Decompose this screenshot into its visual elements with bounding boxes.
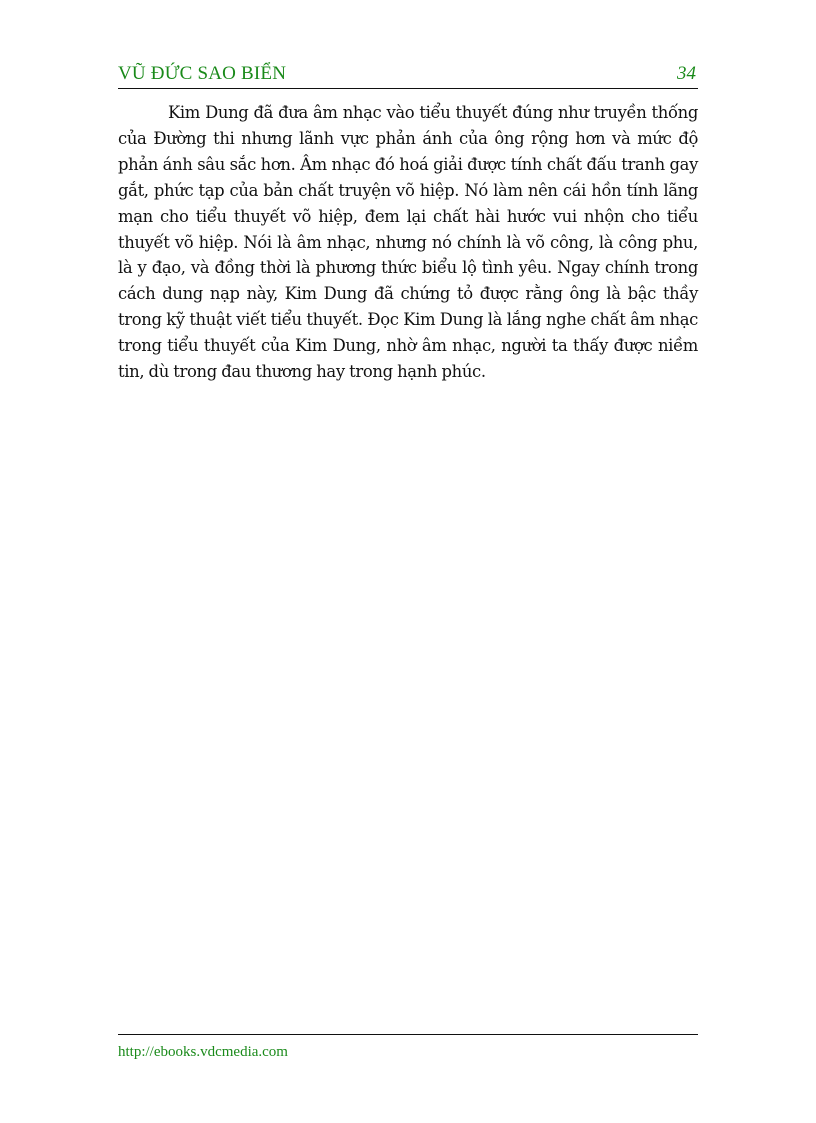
page-header	[118, 62, 698, 89]
footer-url-link[interactable]: http://ebooks.vdcmedia.com	[118, 1044, 288, 1060]
running-title: VŨ ĐỨC SAO BIỂN	[118, 63, 287, 84]
page-footer	[118, 1034, 698, 1060]
page-number: 34	[677, 63, 696, 84]
body-paragraph: Kim Dung đã đưa âm nhạc vào tiểu thuyết đúng như truyền thống của Đường thi nhưng lãnh vực phản ánh của ông rộng hơn và mức độ phản ánh sâu sắc hơn. Âm nhạc đó hoá giải được tính chất đấu tranh gay gắt, phức tạp của bản chất truyện võ hiệp. Nó làm nên cái hồn tính lãng mạn cho tiểu thuyết võ hiệp, đem lại chất hài hước vui nhộn cho tiểu thuyết võ hiệp. Nói là âm nhạc, nhưng nó chính là võ công, là công phu, là y đạo, và đồng thời là phương thức biểu lộ tình yêu. Ngay chính trong cách dung nạp này, Kim Dung đã chứng tỏ được rằng ông là bậc thầy trong kỹ thuật viết tiểu thuyết. Đọc Kim Dung là lắng nghe chất âm nhạc trong tiểu thuyết của Kim Dung, nhờ âm nhạc, người ta thấy được niềm tin, dù trong đau thương hay trong hạnh phúc.	[118, 103, 698, 382]
